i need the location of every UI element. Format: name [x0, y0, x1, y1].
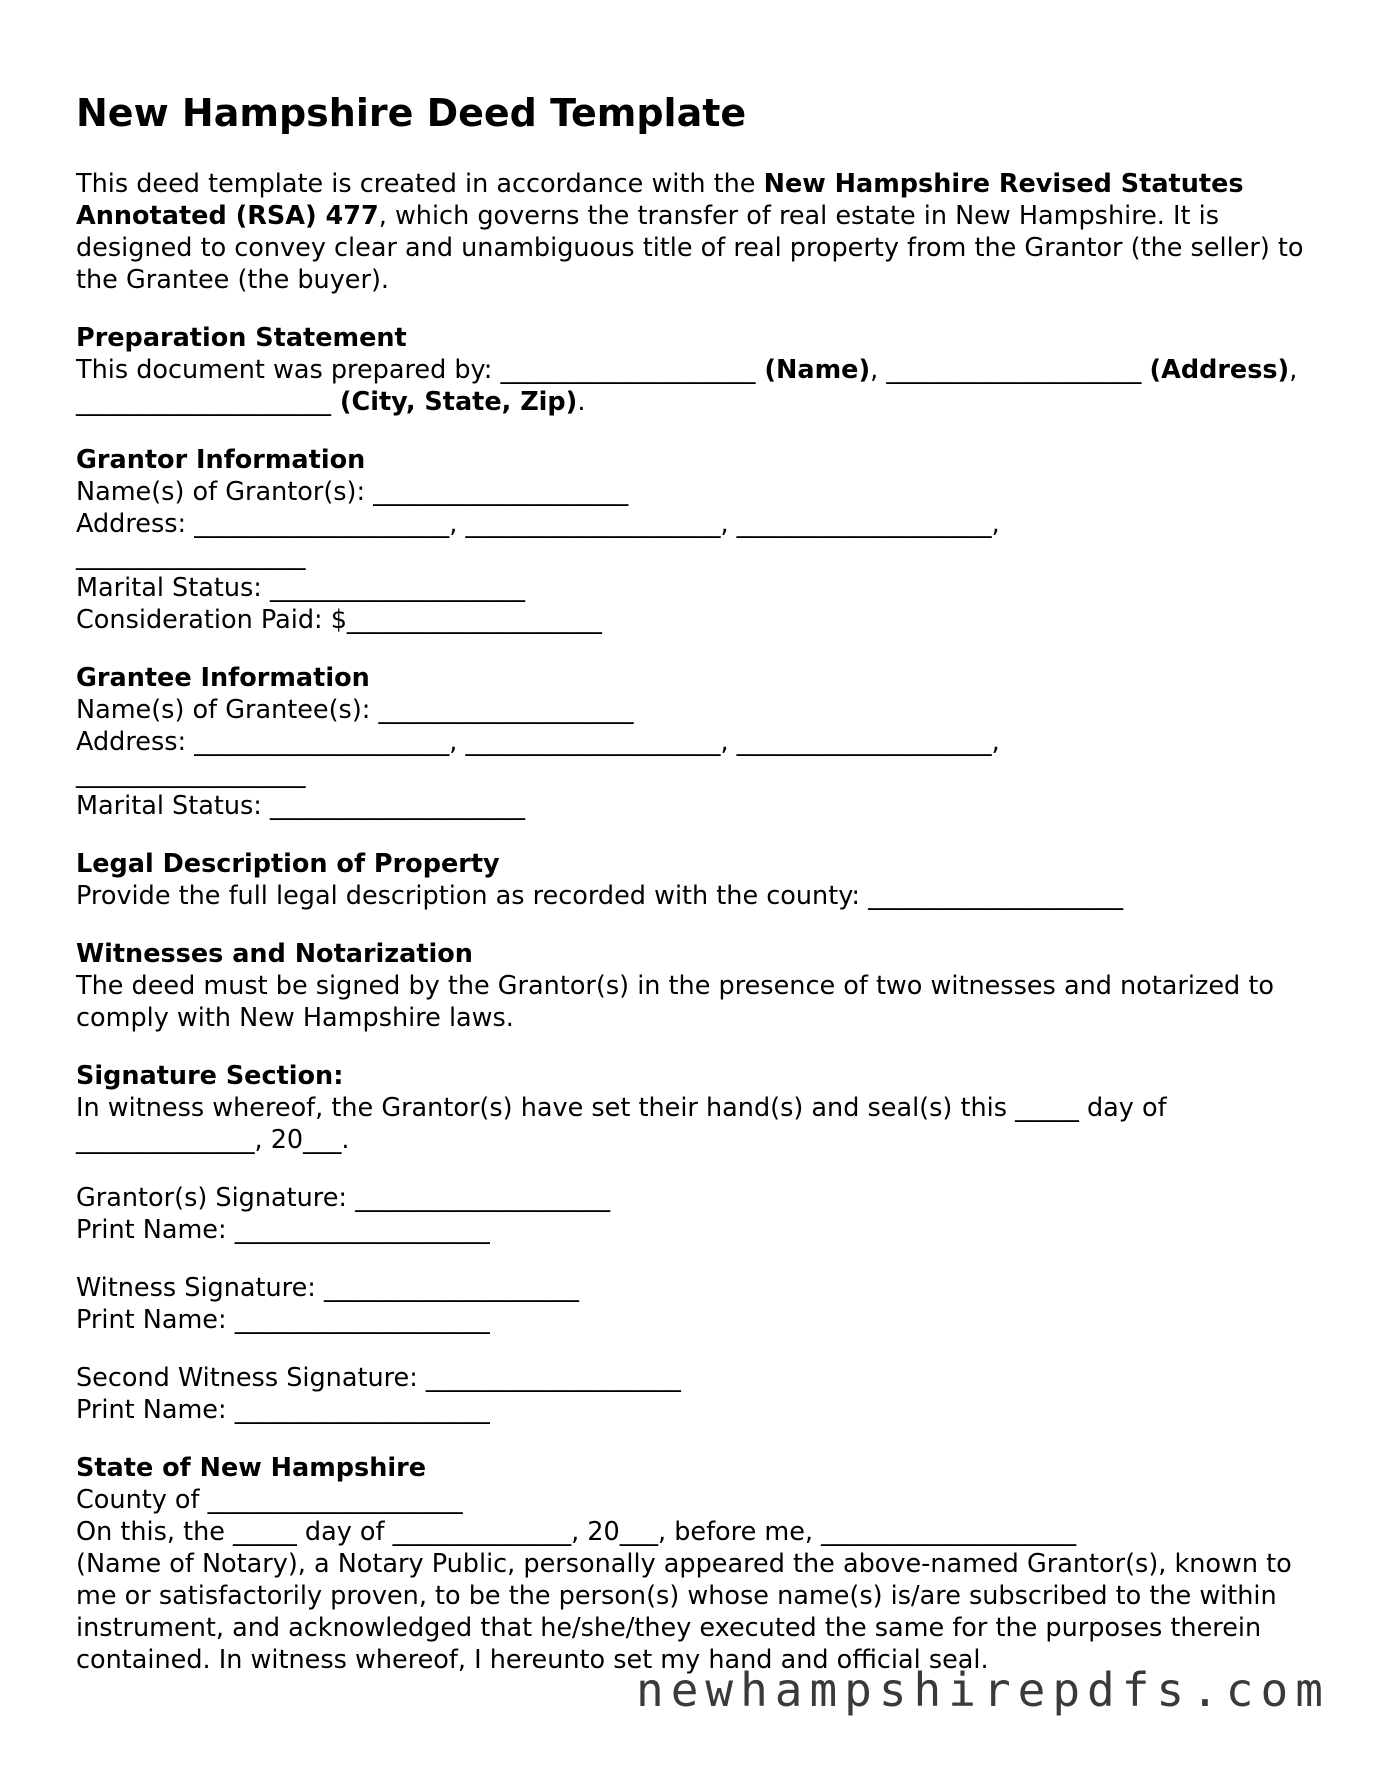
signature-heading: Signature Section:: [76, 1061, 344, 1091]
grantor-section: [76, 444, 1306, 636]
grantor-address-field[interactable]: Address: ____________________, ____________________, ____________________,: [76, 509, 1000, 539]
grantee-marital-status-field[interactable]: Marital Status: ____________________: [76, 791, 525, 821]
preparer-address-blank[interactable]: ____________________: [886, 355, 1142, 385]
intro-paragraph: [76, 168, 1306, 296]
witness-whereof-date-line[interactable]: ______________, 20___.: [76, 1125, 350, 1155]
grantor-heading: Grantor Information: [76, 445, 366, 475]
grantee-address-field[interactable]: Address: ____________________, ____________________, ____________________,: [76, 727, 1000, 757]
county-field[interactable]: County of ____________________: [76, 1485, 463, 1515]
witnesses-heading: Witnesses and Notarization: [76, 939, 473, 969]
intro-text-1: This deed template is created in accordance with the: [76, 169, 764, 199]
preparation-statement: [76, 354, 1306, 418]
grantee-section: [76, 662, 1306, 822]
second-witness-signature-field[interactable]: Second Witness Signature: ____________________: [76, 1363, 681, 1393]
witness-whereof-line[interactable]: In witness whereof, the Grantor(s) have set their hand(s) and seal(s) this _____ day of: [76, 1093, 1167, 1123]
grantor-marital-status-field[interactable]: Marital Status: ____________________: [76, 573, 525, 603]
notary-section: [76, 1452, 1306, 1676]
grantee-address-field-continued[interactable]: __________________: [76, 759, 306, 789]
notary-date-line[interactable]: On this, the _____ day of ______________, 20___, before me, ____________________: [76, 1517, 1077, 1547]
period: .: [577, 387, 586, 417]
grantor-names-field[interactable]: Name(s) of Grantor(s): ____________________: [76, 477, 629, 507]
witnesses-text: The deed must be signed by the Grantor(s) in the presence of two witnesses and notarized to comply with New Hampshire laws.: [76, 971, 1274, 1033]
grantee-heading: Grantee Information: [76, 663, 370, 693]
preparation-heading: Preparation Statement: [76, 323, 407, 353]
separator-comma: ,: [1289, 355, 1298, 385]
grantor-address-field-continued[interactable]: __________________: [76, 541, 306, 571]
witness-print-name-field[interactable]: Print Name: ____________________: [76, 1305, 490, 1335]
legal-description-section: [76, 848, 1306, 912]
signature-section: [76, 1060, 1306, 1426]
grantee-names-field[interactable]: Name(s) of Grantee(s): ____________________: [76, 695, 634, 725]
prepared-by-label: This document was prepared by:: [76, 355, 501, 385]
name-label: (Name): [755, 355, 871, 385]
legal-description-field[interactable]: Provide the full legal description as recorded with the county: ____________________: [76, 881, 1124, 911]
intro-statute: New Hampshire Revised Statutes Annotated (RSA) 477: [76, 169, 1244, 231]
consideration-paid-field[interactable]: Consideration Paid: $____________________: [76, 605, 602, 635]
intro-text-2: , which governs the transfer of real estate in New Hampshire. It is designed to convey clear and unambiguous title of real property from the Grantor (the seller) to the Grantee (the buyer).: [76, 201, 1304, 295]
legal-description-heading: Legal Description of Property: [76, 849, 500, 879]
grantor-print-name-field[interactable]: Print Name: ____________________: [76, 1215, 490, 1245]
preparation-section: [76, 322, 1306, 418]
preparer-name-blank[interactable]: ____________________: [500, 355, 756, 385]
address-label: (Address): [1149, 355, 1290, 385]
site-watermark: newhampshirepdfs.com: [636, 1663, 1330, 1717]
document-title: New Hampshire Deed Template: [76, 91, 747, 135]
city-state-zip-label: (City, State, Zip): [331, 387, 578, 417]
notary-acknowledgment-text: (Name of Notary), a Notary Public, personally appeared the above-named Grantor(s), known to me or satisfactorily proven, to be the person(s) whose name(s) is/are subscribed to the within instrument, and acknowledged that he/she/they executed the same for the purposes therein contained. In witness whereof, I hereunto set my hand and official seal.: [76, 1549, 1292, 1675]
second-witness-print-name-field[interactable]: Print Name: ____________________: [76, 1395, 490, 1425]
witnesses-section: [76, 938, 1306, 1034]
separator-comma: ,: [870, 355, 887, 385]
witness-signature-field[interactable]: Witness Signature: ____________________: [76, 1273, 579, 1303]
preparer-city-blank[interactable]: ____________________: [76, 387, 331, 417]
notary-heading: State of New Hampshire: [76, 1453, 427, 1483]
intro-section: [76, 168, 1306, 296]
document-page: [76, 90, 1306, 1702]
grantor-signature-field[interactable]: Grantor(s) Signature: ____________________: [76, 1183, 611, 1213]
